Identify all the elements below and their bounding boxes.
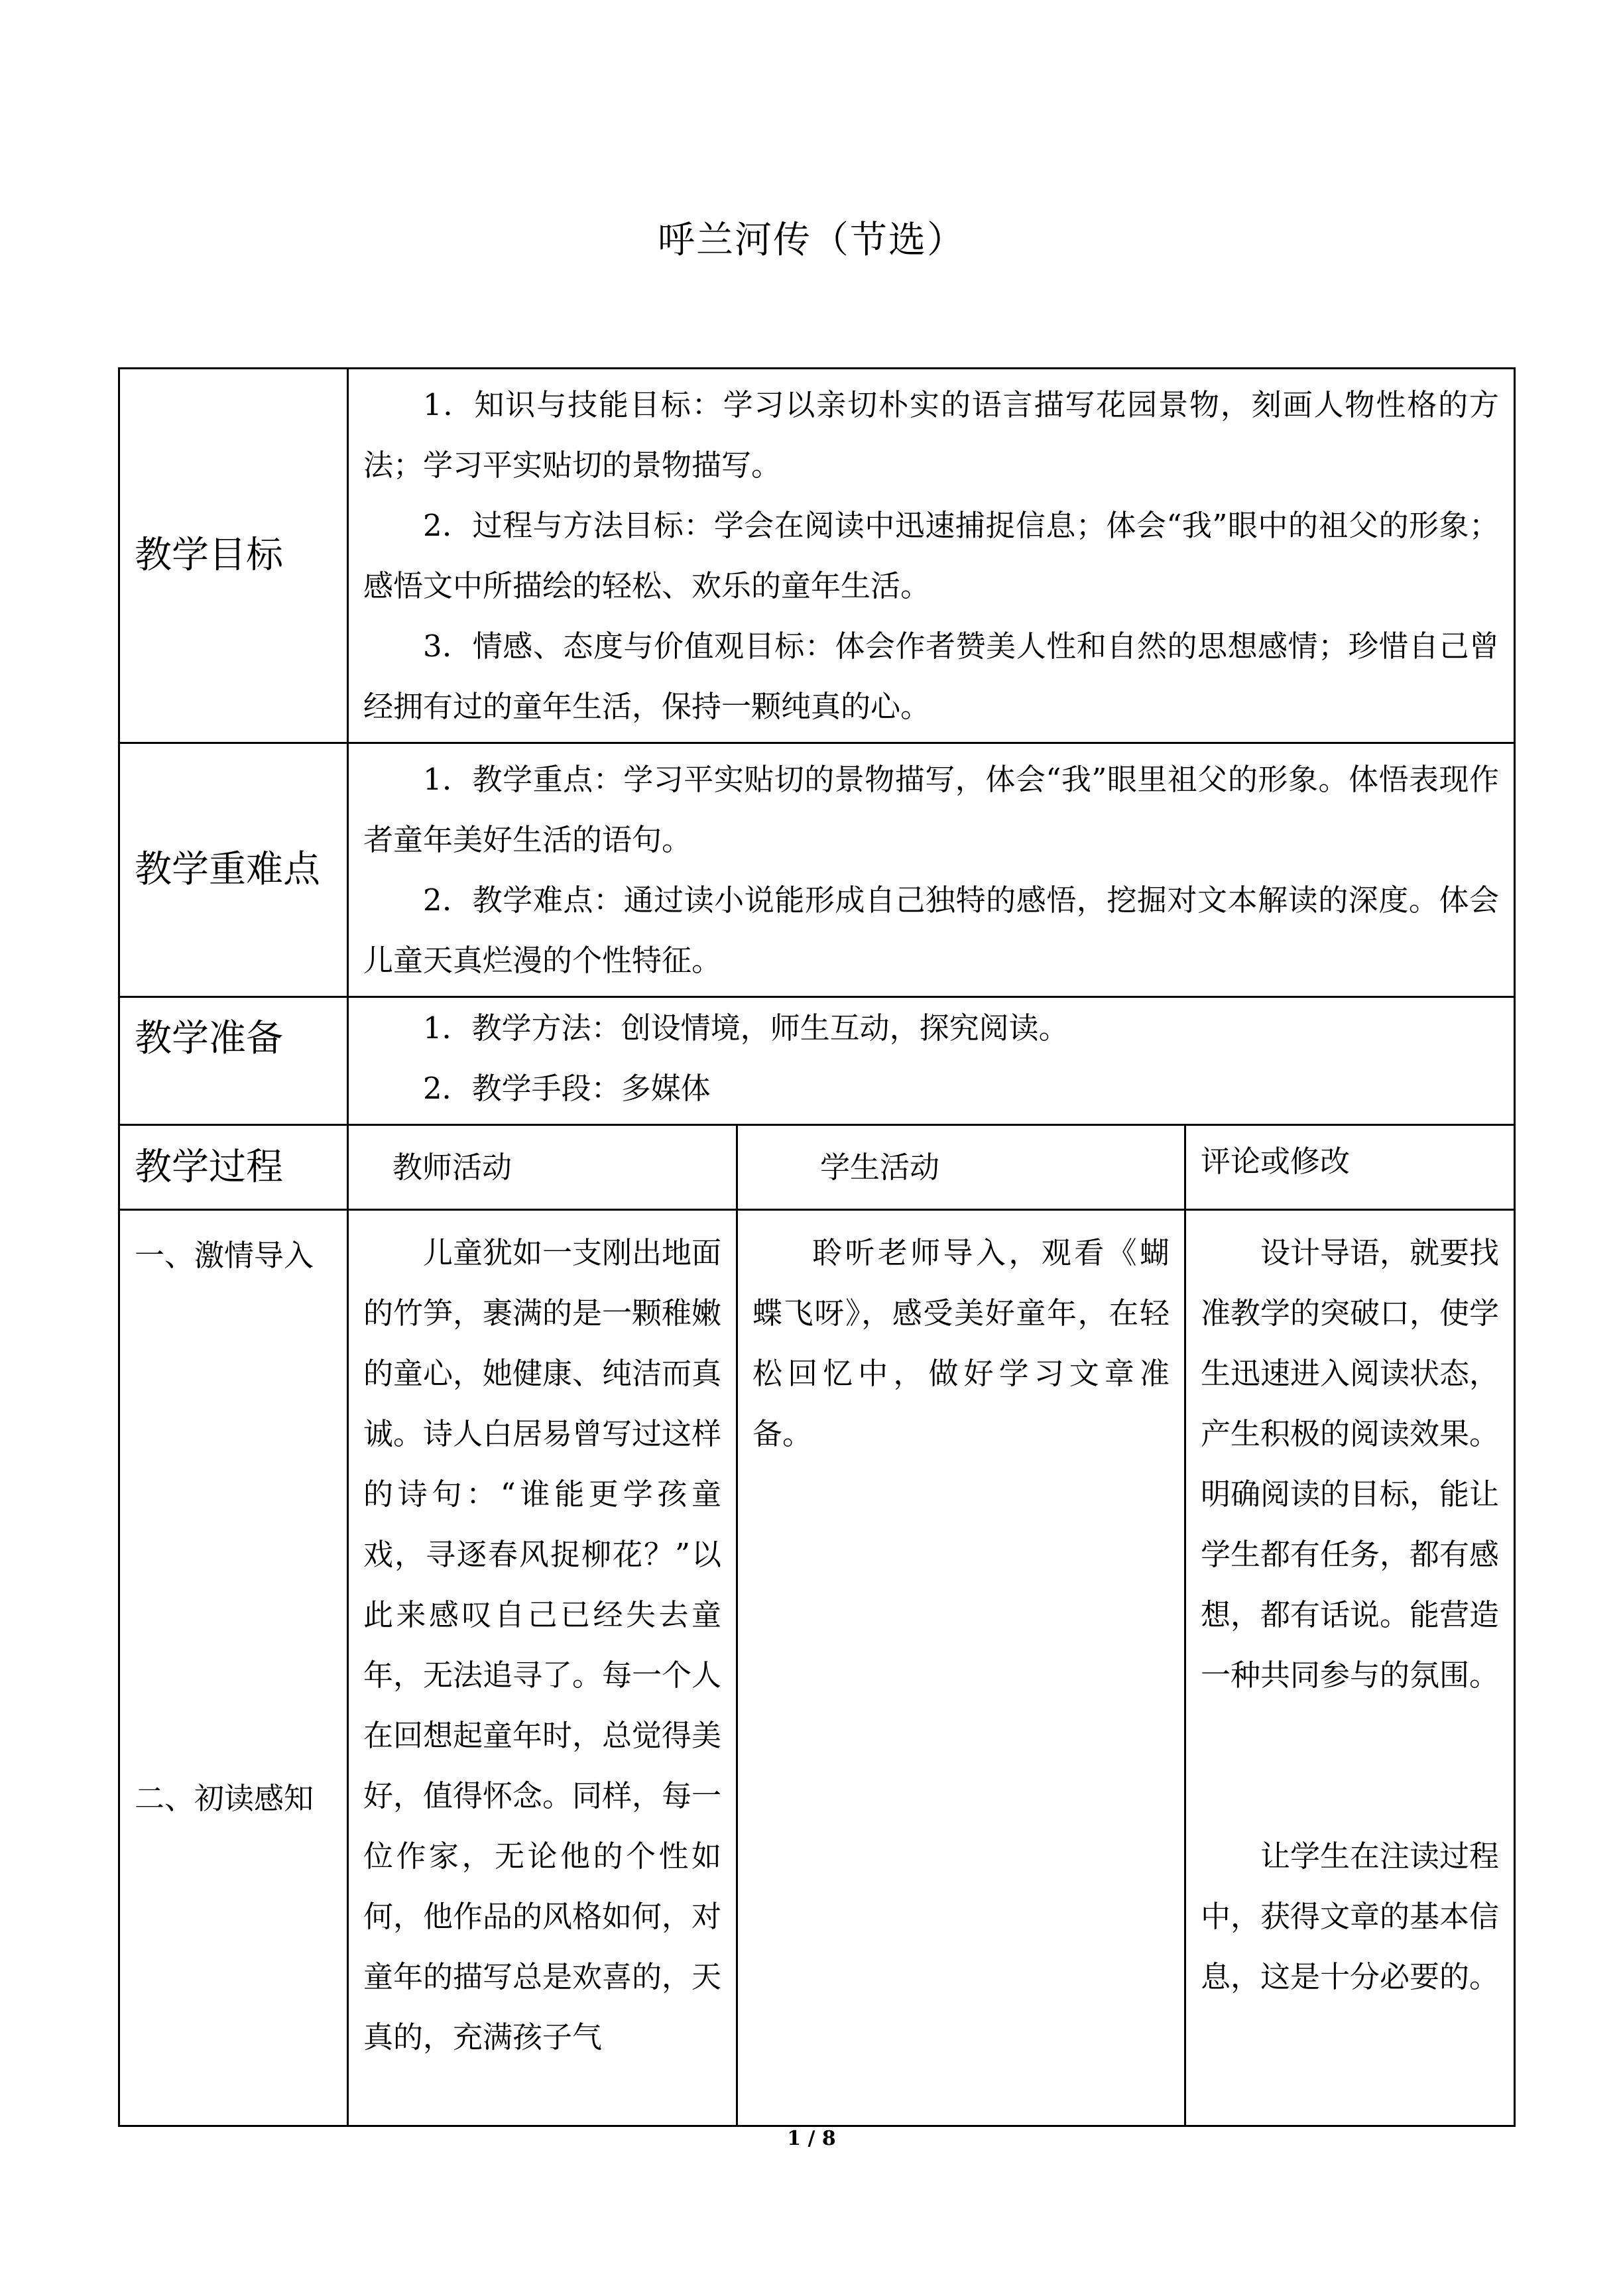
process-body-row — [119, 1210, 1515, 2126]
comment-header: 评论或修改 — [1185, 1125, 1515, 1210]
key-points-content — [348, 743, 1515, 997]
goals-content — [348, 369, 1515, 743]
page-number: 1 / 8 — [787, 2127, 836, 2150]
comment-cell — [1185, 1210, 1515, 2126]
goals-label: 教学目标 — [119, 369, 348, 743]
preparation-item: 1．教学方法：创设情境，师生互动，探究阅读。 — [423, 1010, 1069, 1046]
lesson-plan-table — [118, 367, 1516, 2127]
preparation-row — [119, 997, 1515, 1125]
teacher-activity-text: 儿童犹如一支刚出地面的竹笋，裹满的是一颗稚嫩的童心，她健康、纯洁而真诚。诗人白居易曾写过这样的诗句：“谁能更学孩童戏，寻逐春风捉柳花？”以此来感叹自己已经失去童年，无法追寻了。每一个人在回想起童年时，总觉得美好，值得怀念。同样，每一位作家，无论他的个性如何，他作品的风格如何，对童年的描写总是欢喜的，天真的，充满孩子气 — [363, 1235, 722, 2055]
process-label: 教学过程 — [119, 1125, 348, 1210]
preparation-label: 教学准备 — [119, 997, 348, 1125]
key-points-row — [119, 743, 1515, 997]
key-points-label: 教学重难点 — [119, 743, 348, 997]
comment-text-1: 设计导语，就要找准教学的突破口，使学生迅速进入阅读状态，产生积极的阅读效果。明确阅读的目标，能让学生都有任务，都有感想，都有话说。能营造一种共同参与的氛围。 — [1201, 1235, 1500, 1693]
stage-2-label: 二、初读感知 — [135, 1781, 314, 1816]
key-point-item: 1．教学重点：学习平实贴切的景物描写，体会“我”眼里祖父的形象。体悟表现作者童年美好生活的语句。 — [363, 762, 1500, 857]
goal-item: 2．过程与方法目标：学会在阅读中迅速捕捉信息；体会“我”眼中的祖父的形象；感悟文中所描绘的轻松、欢乐的童年生活。 — [363, 508, 1500, 603]
stage-cell — [119, 1210, 348, 2126]
comment-gap — [1201, 1705, 1499, 1826]
comment-text-2: 让学生在注读过程中，获得文章的基本信息，这是十分必要的。 — [1201, 1839, 1500, 1994]
goal-item: 3．情感、态度与价值观目标：体会作者赞美人性和自然的思想感情；珍惜自己曾经拥有过的童年生活，保持一颗纯真的心。 — [363, 629, 1500, 724]
student-activity-header: 学生活动 — [737, 1125, 1185, 1210]
stage-1-label: 一、激情导入 — [135, 1238, 314, 1273]
page-title: 呼兰河传（节选） — [658, 219, 965, 262]
student-activity-text: 聆听老师导入，观看《蝴蝶飞呀》，感受美好童年，在轻松回忆中，做好学习文章准备。 — [752, 1235, 1170, 1451]
process-header-row — [119, 1125, 1515, 1210]
teacher-activity-cell — [348, 1210, 737, 2126]
goals-row — [119, 369, 1515, 743]
preparation-item: 2．教学手段：多媒体 — [423, 1071, 711, 1106]
key-point-item: 2．教学难点：通过读小说能形成自己独特的感悟，挖掘对文本解读的深度。体会儿童天真烂漫的个性特征。 — [363, 882, 1500, 978]
teacher-activity-header: 教师活动 — [348, 1125, 737, 1210]
student-activity-cell — [737, 1210, 1185, 2126]
preparation-content — [348, 997, 1515, 1125]
goal-item: 1．知识与技能目标：学习以亲切朴实的语言描写花园景物，刻画人物性格的方法；学习平实贴切的景物描写。 — [363, 387, 1500, 483]
